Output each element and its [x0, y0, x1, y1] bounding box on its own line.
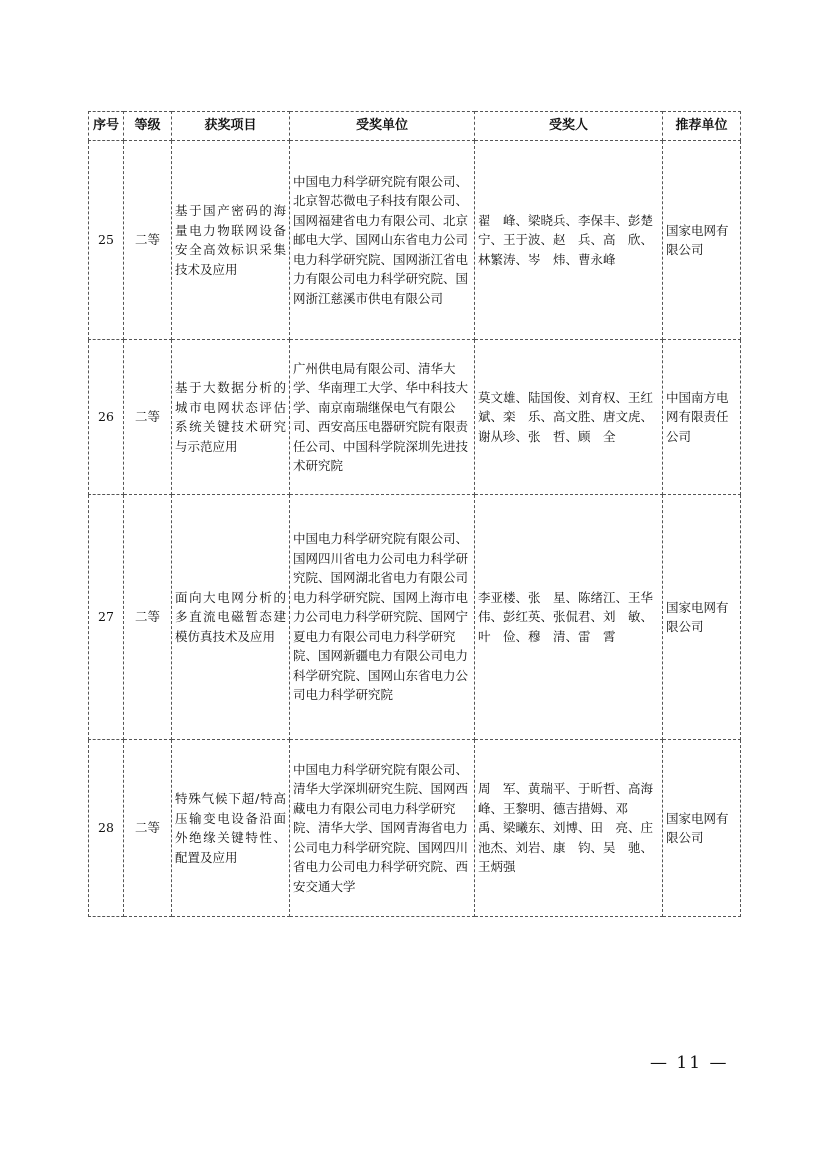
cell-recommender: 中国南方电网有限责任公司 — [663, 340, 741, 495]
cell-people: 周 军、黄瑞平、于昕哲、高海峰、王黎明、德吉措姆、邓 禹、梁曦东、刘博、田 亮、庄池杰、刘岩、康 钧、吴 驰、王炳强 — [475, 740, 663, 917]
cell-units: 广州供电局有限公司、清华大学、华南理工大学、华中科技大学、南京南瑞继保电气有限公司、西安高压电器研究院有限责任公司、中国科学院深圳先进技术研究院 — [290, 340, 475, 495]
cell-project: 特殊气候下超/特高压输变电设备沿面外绝缘关键特性、配置及应用 — [172, 740, 290, 917]
cell-no: 25 — [89, 141, 124, 340]
header-units: 受奖单位 — [290, 112, 475, 141]
cell-people: 翟 峰、梁晓兵、李保丰、彭楚宁、王于波、赵 兵、高 欣、林繁涛、岑 炜、曹永峰 — [475, 141, 663, 340]
cell-project: 基于国产密码的海量电力物联网设备安全高效标识采集技术及应用 — [172, 141, 290, 340]
cell-grade: 二等 — [124, 495, 172, 740]
cell-units: 中国电力科学研究院有限公司、国网四川省电力公司电力科学研究院、国网湖北省电力有限公司电力科学研究院、国网上海市电力公司电力科学研究院、国网宁夏电力有限公司电力科学研究院、国网新疆电力有限公司电力科学研究院、国网山东省电力公司电力科学研究院 — [290, 495, 475, 740]
cell-recommender: 国家电网有限公司 — [663, 495, 741, 740]
cell-no: 27 — [89, 495, 124, 740]
table-row — [89, 141, 741, 340]
cell-units: 中国电力科学研究院有限公司、清华大学深圳研究生院、国网西藏电力有限公司电力科学研究院、清华大学、国网青海省电力公司电力科学研究院、国网四川省电力公司电力科学研究院、西安交通大学 — [290, 740, 475, 917]
cell-grade: 二等 — [124, 340, 172, 495]
page-number: — 11 — — [650, 1053, 729, 1073]
header-project: 获奖项目 — [172, 112, 290, 141]
cell-project: 基于大数据分析的城市电网状态评估系统关键技术研究与示范应用 — [172, 340, 290, 495]
table-row — [89, 740, 741, 917]
header-no: 序号 — [89, 112, 124, 141]
cell-no: 28 — [89, 740, 124, 917]
cell-recommender: 国家电网有限公司 — [663, 740, 741, 917]
cell-recommender: 国家电网有限公司 — [663, 141, 741, 340]
cell-grade: 二等 — [124, 740, 172, 917]
cell-people: 李亚楼、张 星、陈绪江、王华伟、彭红英、张侃君、刘 敏、叶 俭、穆 清、雷 霄 — [475, 495, 663, 740]
table-header-row — [89, 112, 741, 141]
header-recommender: 推荐单位 — [663, 112, 741, 141]
cell-no: 26 — [89, 340, 124, 495]
header-people: 受奖人 — [475, 112, 663, 141]
table-row — [89, 340, 741, 495]
table-row — [89, 495, 741, 740]
cell-units: 中国电力科学研究院有限公司、北京智芯微电子科技有限公司、国网福建省电力有限公司、北京邮电大学、国网山东省电力公司电力科学研究院、国网浙江省电力有限公司电力科学研究院、国网浙江慈溪市供电有限公司 — [290, 141, 475, 340]
cell-grade: 二等 — [124, 141, 172, 340]
cell-project: 面向大电网分析的多直流电磁暂态建模仿真技术及应用 — [172, 495, 290, 740]
header-grade: 等级 — [124, 112, 172, 141]
cell-people: 莫文雄、陆国俊、刘育权、王红斌、栾 乐、高文胜、唐文虎、谢从珍、张 哲、顾 全 — [475, 340, 663, 495]
awards-table — [88, 111, 741, 917]
